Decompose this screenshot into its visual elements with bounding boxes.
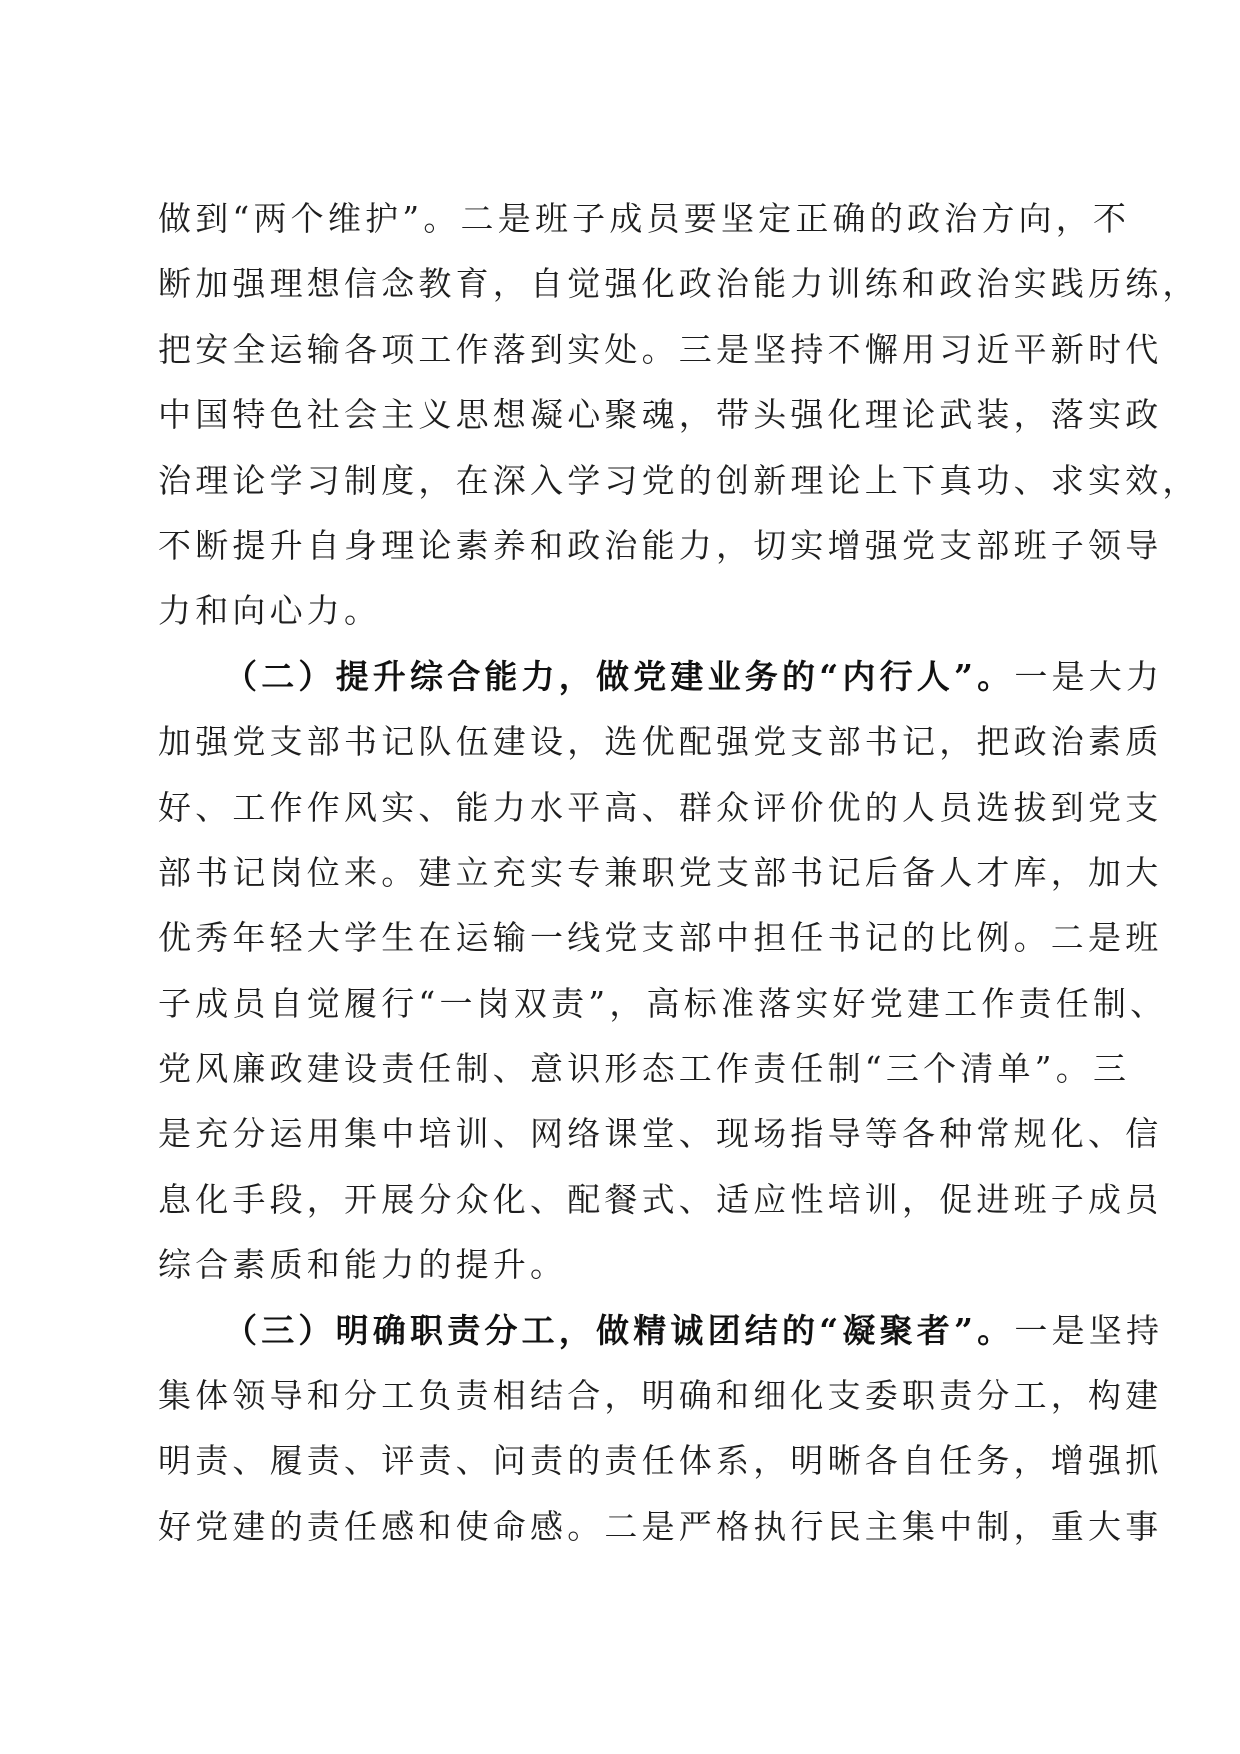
paragraph-1-line-2: 断加强理想信念教育，自觉强化政治能力训练和政治实践历练，	[158, 264, 1200, 304]
paragraph-1-line-5: 治理论学习制度，在深入学习党的创新理论上下真功、求实效，	[158, 460, 1200, 500]
paragraph-2-line-10: 综合素质和能力的提升。	[158, 1245, 568, 1285]
paragraph-3-first-line-rest: 一是坚持	[1014, 1310, 1164, 1350]
paragraph-1-line-6: 不断提升自身理论素养和政治能力，切实增强党支部班子领导	[158, 525, 1163, 565]
paragraph-2	[158, 644, 1168, 1298]
document-body	[158, 186, 1200, 1559]
paragraph-3-line-2: 集体领导和分工负责相结合，明确和细化支委职责分工，构建	[158, 1376, 1163, 1416]
paragraph-3-first-line	[158, 1298, 1164, 1363]
paragraph-3-line-4: 好党建的责任感和使命感。二是严格执行民主集中制，重大事	[158, 1506, 1163, 1546]
paragraph-2-line-4: 部书记岗位来。建立充实专兼职党支部书记后备人才库，加大	[158, 852, 1163, 892]
section-heading-3: （三）明确职责分工，做精诚团结的“凝聚者”。	[224, 1310, 1015, 1350]
paragraph-1-line-7: 力和向心力。	[158, 591, 382, 631]
paragraph-2-first-line	[158, 644, 1164, 709]
paragraph-3	[158, 1298, 1164, 1560]
paragraph-2-line-2: 加强党支部书记队伍建设，选优配强党支部书记，把政治素质	[158, 722, 1163, 762]
paragraph-2-line-6: 子成员自觉履行“一岗双责”，高标准落实好党建工作责任制、	[158, 983, 1168, 1023]
paragraph-2-line-8: 是充分运用集中培训、网络课堂、现场指导等各种常规化、信	[158, 1114, 1163, 1154]
paragraph-1-line-4: 中国特色社会主义思想凝心聚魂，带头强化理论武装，落实政	[158, 395, 1163, 435]
paragraph-1-line-1: 做到“两个维护”。二是班子成员要坚定正确的政治方向，不	[158, 199, 1131, 238]
paragraph-2-first-line-rest: 一是大力	[1014, 656, 1164, 696]
paragraph-2-line-7: 党风廉政建设责任制、意识形态工作责任制“三个清单”。三	[158, 1049, 1131, 1089]
paragraph-2-line-9: 息化手段，开展分众化、配餐式、适应性培训，促进班子成员	[158, 1179, 1163, 1219]
paragraph-3-line-3: 明责、履责、评责、问责的责任体系，明晰各自任务，增强抓	[158, 1441, 1163, 1481]
paragraph-2-line-3: 好、工作作风实、能力水平高、群众评价优的人员选拔到党支	[158, 787, 1163, 827]
paragraph-2-line-5: 优秀年轻大学生在运输一线党支部中担任书记的比例。二是班	[158, 918, 1163, 958]
paragraph-1-line-3: 把安全运输各项工作落到实处。三是坚持不懈用习近平新时代	[158, 329, 1163, 369]
paragraph-1	[158, 186, 1200, 644]
section-heading-2: （二）提升综合能力，做党建业务的“内行人”。	[224, 656, 1015, 696]
